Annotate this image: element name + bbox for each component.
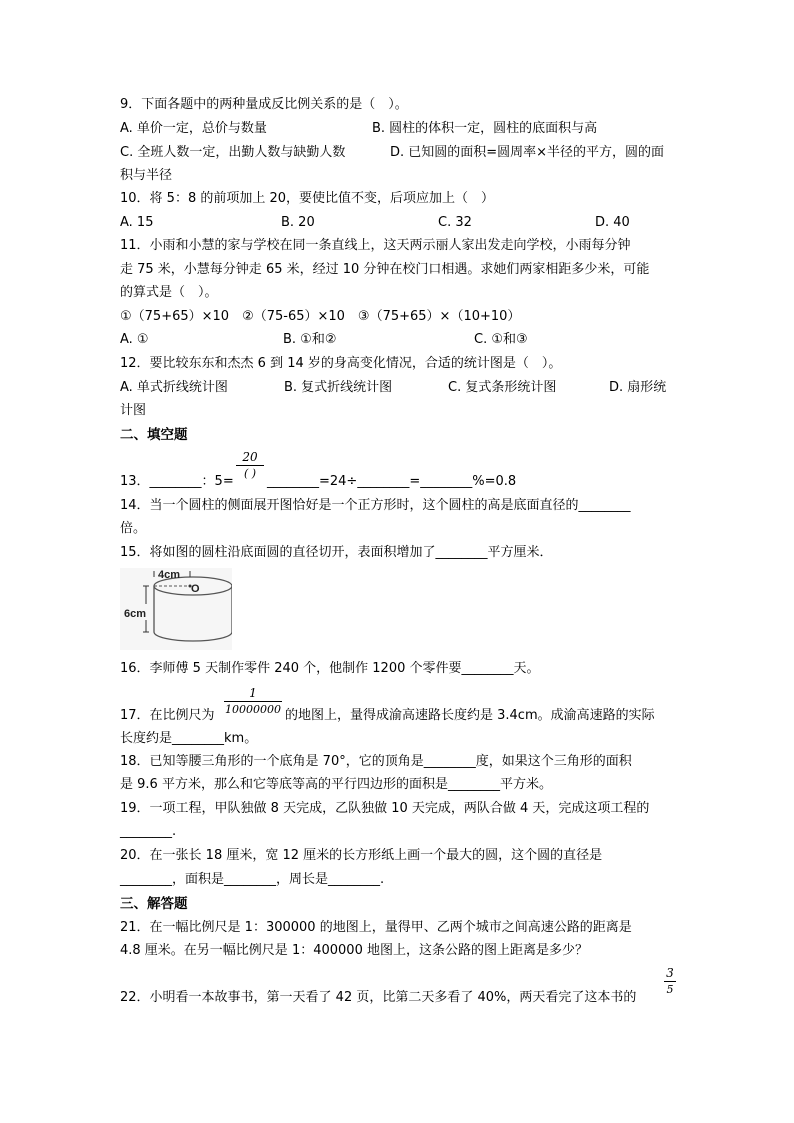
q9-option-d[interactable]: D. 已知圆的面积=圆周率×半径的平方，圆的面 <box>390 145 665 160</box>
q19-stem-line1: 19．一项工程，甲队独做 8 天完成，乙队独做 10 天完成，两队合做 4 天，完成这项工程的 <box>120 801 650 816</box>
q19-stem-line2: ________. <box>120 824 177 839</box>
q13-fraction-denominator: ( ) <box>243 467 257 480</box>
fraction-bar <box>664 981 676 982</box>
q12-option-d[interactable]: D. 扇形统 <box>609 380 667 395</box>
q17-suffix: 的地图上，量得成渝高速路长度约是 3.4cm。成渝高速路的实际 <box>285 708 655 723</box>
height-label: 6cm <box>124 608 147 620</box>
q21-stem-line1: 21．在一幅比例尺是 1：300000 的地图上，量得甲、乙两个城市之间高速公路的距离是 <box>120 920 632 935</box>
q11-formulas: ①（75+65）×10 ②（75-65）×10 ③（75+65）×（10+10） <box>120 309 521 324</box>
q15-stem: 15．将如图的圆柱沿底面圆的直径切开，表面积增加了________平方厘米． <box>120 545 553 560</box>
q22-fraction-denominator: 5 <box>666 983 674 996</box>
q13-fraction-numerator: 20 <box>242 450 258 464</box>
q11-option-c[interactable]: C. ①和③ <box>474 332 528 347</box>
q20-stem-line2: ________，面积是________，周长是________. <box>120 872 385 887</box>
section-fill-in-heading: 二、填空题 <box>120 427 188 443</box>
q10-option-a[interactable]: A. 15 <box>120 215 154 230</box>
fraction-bar <box>236 465 264 466</box>
q21-stem-line2: 4.8 厘米。在另一幅比例尺是 1：400000 地图上，这条公路的图上距离是多少？ <box>120 943 588 958</box>
q11-stem-line1: 11．小雨和小慧的家与学校在同一条直线上，这天两示丽人家出发走向学校，小雨每分钟 <box>120 238 631 253</box>
q20-stem-line1: 20．在一张长 18 厘米，宽 12 厘米的长方形纸上画一个最大的圆，这个圆的直径是 <box>120 848 603 863</box>
q9-option-c[interactable]: C. 全班人数一定，出勤人数与缺勤人数 <box>120 145 346 160</box>
q17-prefix: 17．在比例尺为 <box>120 708 215 723</box>
q9-option-a[interactable]: A. 单价一定，总价与数量 <box>120 121 267 136</box>
q9-option-b[interactable]: B. 圆柱的体积一定，圆柱的底面积与高 <box>372 121 598 136</box>
q12-stem: 12．要比较东东和杰杰 6 到 14 岁的身高变化情况，合适的统计图是（ ）。 <box>120 356 562 371</box>
section-solve-heading: 三、解答题 <box>120 896 188 912</box>
q9-option-d-cont: 积与半径 <box>120 168 173 183</box>
q13-prefix: 13．________：5= <box>120 474 234 489</box>
q10-option-b[interactable]: B. 20 <box>281 215 315 230</box>
q18-stem-line2: 是 9.6 平方米，那么和它等底等高的平行四边形的面积是________平方米。 <box>120 777 552 792</box>
q22-fraction-numerator: 3 <box>666 966 674 980</box>
cylinder-figure <box>120 568 232 650</box>
q11-stem-line2: 走 75 米，小慧每分钟走 65 米，经过 10 分钟在校门口相遇。求她们两家相距多少米，可能 <box>120 262 650 277</box>
q10-stem: 10．将 5：8 的前项加上 20，要使比值不变，后项应加上（ ） <box>120 191 495 206</box>
q11-option-a[interactable]: A. ① <box>120 332 149 347</box>
center-label: O <box>191 583 200 595</box>
q10-option-d[interactable]: D. 40 <box>595 215 630 230</box>
q12-option-c[interactable]: C. 复式条形统计图 <box>448 380 557 395</box>
q22-stem-line1: 22．小明看一本故事书，第一天看了 42 页，比第二天多看了 40%，两天看完了这本书的 <box>120 990 637 1005</box>
q9-stem: 9．下面各题中的两种量成反比例关系的是（ ）。 <box>120 97 408 112</box>
q10-option-c[interactable]: C. 32 <box>438 215 472 230</box>
q11-stem-line3: 的算式是（ ）。 <box>120 285 218 300</box>
q22-fraction <box>664 966 676 996</box>
fraction-bar <box>224 701 282 702</box>
q17-fraction-numerator: 1 <box>249 686 257 700</box>
q17-stem-line2: 长度约是________km。 <box>120 731 258 746</box>
q14-stem-line1: 14．当一个圆柱的侧面展开图恰好是一个正方形时，这个圆柱的高是底面直径的________ <box>120 498 631 513</box>
q16-stem: 16．李师傅 5 天制作零件 240 个，他制作 1200 个零件要________天。 <box>120 661 540 676</box>
q18-stem-line1: 18．已知等腰三角形的一个底角是 70°，它的顶角是________度，如果这个三角形的面积 <box>120 754 632 769</box>
q13-fraction <box>236 450 264 480</box>
q11-option-b[interactable]: B. ①和② <box>283 332 337 347</box>
q14-stem-line2: 倍。 <box>120 521 147 536</box>
radius-label: 4cm <box>158 569 181 581</box>
q13-suffix: ________=24÷________=________%=0.8 <box>267 474 517 489</box>
q12-option-b[interactable]: B. 复式折线统计图 <box>284 380 393 395</box>
q17-scale-fraction <box>224 686 282 716</box>
q17-fraction-denominator: 10000000 <box>225 703 281 716</box>
q12-option-a[interactable]: A. 单式折线统计图 <box>120 380 228 395</box>
q12-option-d-cont: 计图 <box>120 403 147 418</box>
